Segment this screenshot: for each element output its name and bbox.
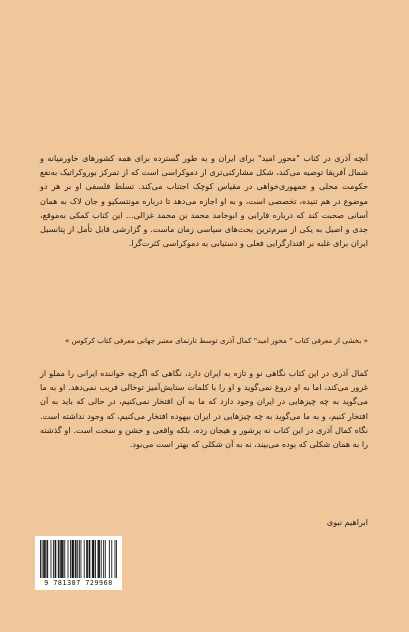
barcode-bar: [72, 540, 73, 578]
barcode-bar: [72, 540, 73, 578]
barcode-bar: [43, 540, 44, 578]
barcode-bar: [51, 540, 52, 578]
barcode-bar: [45, 540, 46, 578]
barcode-bar: [61, 540, 62, 578]
barcode-bar: [63, 540, 64, 578]
barcode-bar: [73, 540, 74, 578]
barcode-bar: [46, 540, 47, 578]
barcode-bar: [98, 540, 99, 578]
barcode-bar: [44, 540, 45, 578]
barcode-bar: [111, 540, 112, 578]
barcode-bar: [89, 540, 90, 578]
barcode-bar: [58, 540, 59, 578]
barcode-bar: [98, 540, 99, 578]
barcode-bar: [105, 540, 106, 578]
barcode-bar: [55, 540, 56, 578]
barcode-bar: [42, 540, 43, 578]
barcode-bar: [62, 540, 63, 578]
isbn-barcode: [35, 536, 122, 590]
barcode-bar: [84, 540, 85, 578]
blurb-paragraph-kirkus: آنچه آذری در کتاب "محور امید" برای ایران و به طور گسترده برای همه کشورهای خاورمیانه و شمال آفریقا توصیه می‌کند، شکل مشارکتی‌تری از دموکراسی است که از تمرکز بوروکراتیک به‌نفع حکومت محلی و جمهوری‌خواهی در مقیاس کوچک اجتناب می‌کند. تسلط فلسفی او بر هر دو موضوع در هم تنیده، تخصصی است، و به او اجازه می‌دهد تا درباره مونتسکیو و جان لاک به همان آسانی صحبت کند که درباره فارابی و ابوحامد محمد بن محمد غزالی... این کتاب کمکی به‌موقع، جدی و اصیل به یکی از مبرم‌ترین بحث‌های سیاسی زمان ماست. و گزارشی قابل تأمل از پتانسیل ایران برای غلبه بر اقتدارگرایی فعلی و دستیابی به دموکراسی کثرت‌گرا.: [40, 153, 368, 249]
barcode-bar: [103, 540, 104, 578]
barcode-bar: [75, 540, 76, 578]
barcode-bar: [76, 540, 77, 578]
barcode-bar: [70, 540, 71, 578]
barcode-bar: [95, 540, 96, 578]
barcode-bar: [77, 540, 78, 578]
blurb-credit: « بخشی از معرفی کتاب " محور امید" کمال آذری توسط تارنمای معتبر جهانی معرفی کتاب کرکوس »: [64, 336, 368, 345]
barcode-bar: [116, 540, 117, 578]
barcode-bar: [40, 540, 41, 578]
barcode-bar: [68, 540, 69, 578]
barcode-bar: [55, 540, 56, 578]
barcode-bar: [60, 540, 61, 578]
barcode-bar: [47, 540, 48, 578]
barcode-bars: [40, 540, 117, 578]
barcode-bar: [64, 540, 65, 578]
barcode-bar: [92, 540, 93, 578]
barcode-bar: [87, 540, 88, 578]
barcode-bar: [115, 540, 116, 578]
barcode-bar: [89, 540, 90, 578]
barcode-bar: [81, 540, 82, 578]
barcode-bar: [59, 540, 60, 578]
barcode-bar: [101, 540, 102, 578]
blurb-paragraph-nabavi: کمال آذری در این کتاب نگاهی نو و تازه به ایران دارد، نگاهی که اگرچه خواننده ایرانی را مملو از غرور می‌کند، اما به او دروغ نمی‌گوید و او را با کلمات ستایش‌آمیز توخالی فریب نمی‌دهد. او به ما می‌گوید به چه چیزهایی در ایران وجود دارد که ما به آن افتخار نمی‌کنیم، در حالی که باید به آن افتخار کنیم، و به ما می‌گوید به چه چیزهایی در ایران بیهوده افتخار می‌کنیم، که وجود نداشته است. نگاه کمال آذری در این کتاب نه پرشور و هیجان زده، بلکه واقعی و خشن و سخت است. او گذشته را به همان شکلی که بوده می‌بیند، نه به آن شکلی که بهتر است می‌بود.: [40, 368, 368, 450]
author-signature: ابراهیم نبوی: [326, 517, 368, 527]
barcode-bar: [109, 540, 110, 578]
barcode-bar: [79, 540, 80, 578]
barcode-bar: [93, 540, 94, 578]
barcode-bar: [93, 540, 94, 578]
barcode-bar: [86, 540, 87, 578]
barcode-bar: [99, 540, 100, 578]
barcode-bar: [53, 540, 54, 578]
isbn-number: 9 781387 729968: [44, 579, 113, 587]
